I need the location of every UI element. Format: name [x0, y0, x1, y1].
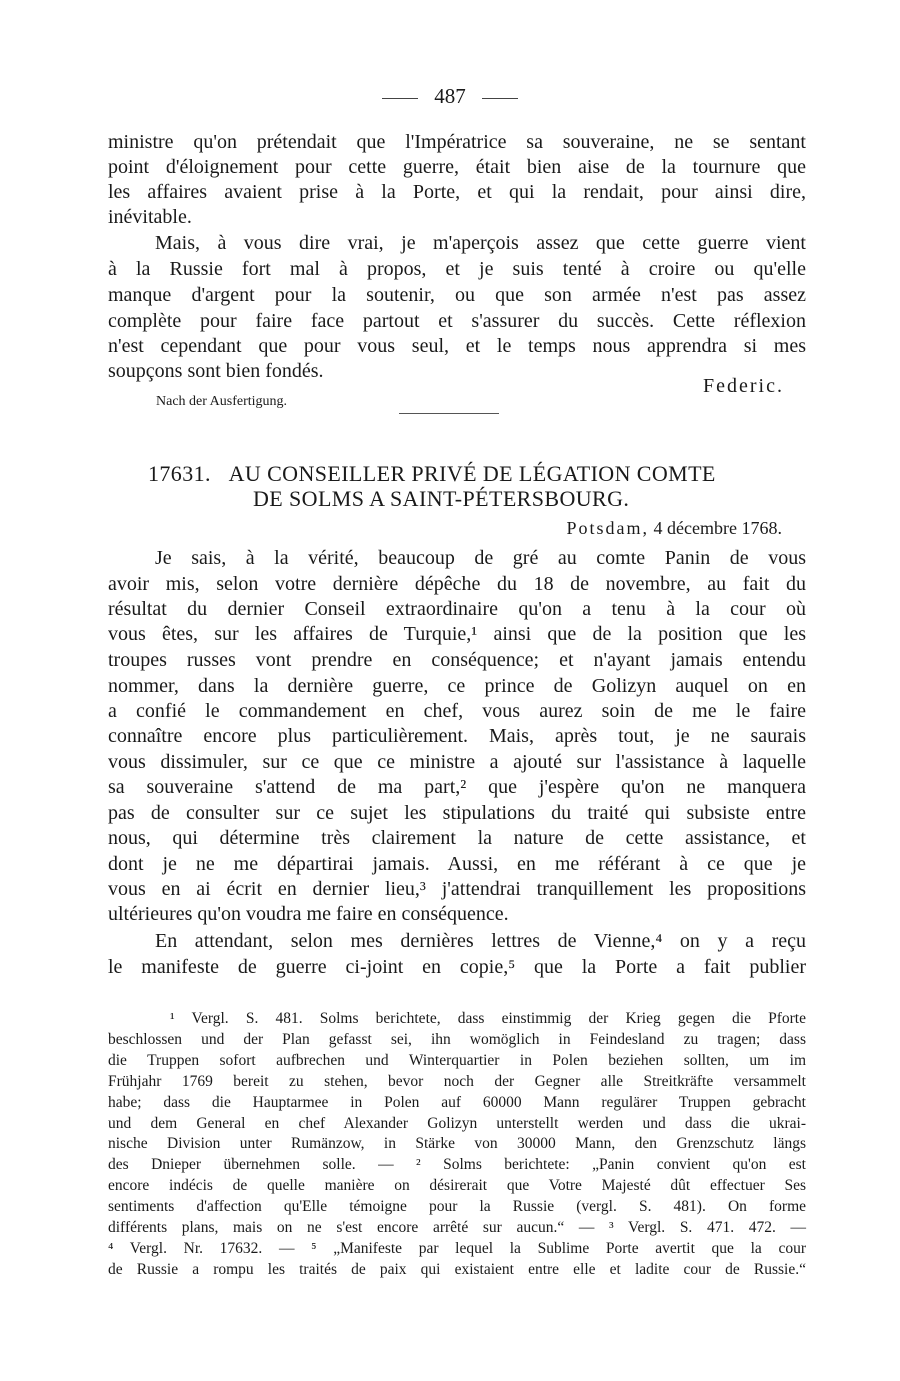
letter-title-line2: DE SOLMS A SAINT-PÉTERSBOURG.: [253, 486, 630, 511]
footnote-line: différents plans, mais on ne s'est encore arrêté sur aucun.“ — ³ Vergl. S. 471. 472. —: [108, 1219, 806, 1236]
footnote-line: und dem General en chef Alexander Golizyn unterstellt werden und dass die ukrai-: [108, 1115, 806, 1132]
letter-line: connaître encore plus particulièrement. Mais, après tout, je ne saurais: [108, 725, 806, 747]
letter-line: nous, qui détermine très clairement la nature de cette assistance, et: [108, 827, 806, 849]
footnote-line: ¹ Vergl. S. 481. Solms berichtete, dass einstimmig der Krieg gegen die Pforte: [170, 1010, 806, 1027]
page-number: 487: [434, 84, 466, 108]
letter-line: ultérieures qu'on voudra me faire en conséquence.: [108, 903, 509, 925]
letter-title-line1: AU CONSEILLER PRIVÉ DE LÉGATION COMTE: [228, 461, 716, 486]
prev-letter-line: point d'éloignement pour cette guerre, était bien aise de la tournure que: [108, 156, 806, 178]
letter-line: dont je ne me départirai jamais. Aussi, en me référant à ce que je: [108, 853, 806, 875]
footnote-line: beschlossen und der Plan gefasst sei, ihn womöglich in Feindesland zu tragen; dass: [108, 1031, 806, 1048]
letter-line: vous êtes, sur les affaires de Turquie,¹ ainsi que de la position que les: [108, 623, 806, 645]
prev-letter-line: les affaires avaient prise à la Porte, et qui la rendait, pour ainsi dire,: [108, 181, 806, 203]
footnote-line: encore indécis de quelle manière on désirerait que Votre Majesté dût effectuer Ses: [108, 1177, 806, 1194]
letter-line: vous dissimuler, sur ce que ce ministre a ajouté sur l'assistance à laquelle: [108, 751, 806, 773]
letter-line: pas de consulter sur ce sujet les stipulations du traité qui subsiste entre: [108, 802, 806, 824]
prev-letter-line: ministre qu'on prétendait que l'Impératrice sa souveraine, ne se sentant: [108, 131, 806, 153]
footnote-line: des Dnieper übernehmen solle. — ² Solms berichtete: „Panin convient qu'on est: [108, 1156, 806, 1173]
footnote-line: die Truppen sofort aufbrechen und Winterquartier in Polen beziehen sollten, um im: [108, 1052, 806, 1069]
date: 4 décembre 1768.: [653, 518, 782, 538]
letter-line: En attendant, selon mes dernières lettres de Vienne,⁴ on y a reçu: [155, 930, 806, 952]
letter-line: avoir mis, selon votre dernière dépêche du 18 de novembre, au fait du: [108, 573, 806, 595]
source-note: Nach der Ausfertigung.: [156, 394, 288, 409]
header-dash-left: [382, 98, 418, 99]
letter-line: sa souveraine s'attend de ma part,² que j'espère qu'on ne manquera: [108, 776, 806, 798]
prev-letter-line: Mais, à vous dire vrai, je m'aperçois assez que cette guerre vient: [155, 232, 806, 254]
prev-letter-line: complète pour faire face partout et s'assurer du succès. Cette réflexion: [108, 310, 806, 332]
letter-line: troupes russes vont prendre en conséquence; et n'ayant jamais entendu: [108, 649, 806, 671]
letter-line: le manifeste de guerre ci-joint en copie,⁵ que la Porte a fait publier: [108, 956, 806, 978]
header-dash-right: [482, 98, 518, 99]
separator-rule: [399, 413, 499, 414]
prev-letter-line: soupçons sont bien fondés.: [108, 360, 324, 382]
place: Potsdam,: [566, 518, 650, 538]
footnote-line: habe; dass die Hauptarmee in Polen auf 60000 Mann regulärer Truppen gebracht: [108, 1094, 806, 1111]
footnote-line: de Russie a rompu les traités de paix qui existaient entre elle et ladite cour de Russie.“: [108, 1261, 806, 1278]
letter-line: Je sais, à la vérité, beaucoup de gré au comte Panin de vous: [155, 547, 806, 569]
footnote-line: Frühjahr 1769 bereit zu stehen, bevor noch der Gegner alle Streitkräfte versammelt: [108, 1073, 806, 1090]
prev-letter-line: inévitable.: [108, 206, 192, 228]
footnote-line: nische Division unter Rumänzow, in Stärke von 30000 Mann, den Grenzschutz längs: [108, 1135, 806, 1152]
prev-letter-line: n'est cependant que pour vous seul, et le temps nous apprendra si mes: [108, 335, 806, 357]
letter-line: résultat du dernier Conseil extraordinaire qu'on a tenu à la cour où: [108, 598, 806, 620]
letter-heading-line1: [148, 460, 900, 487]
letter-number: 17631.: [148, 461, 211, 486]
prev-letter-line: manque d'argent pour la soutenir, ou que son armée n'est pas assez: [108, 284, 806, 306]
letter-line: nommer, dans la dernière guerre, ce prince de Golizyn auquel on en: [108, 675, 806, 697]
footnote-line: sentiments d'affection qu'Elle témoigne pour la Russie (vergl. S. 481). On forme: [108, 1198, 806, 1215]
dateline: [470, 516, 782, 541]
prev-letter-line: à la Russie fort mal à propos, et je suis tenté à croire ou qu'elle: [108, 258, 806, 280]
page-header: [0, 84, 900, 109]
signature: Federic.: [703, 375, 784, 397]
letter-line: a confié le commandement en chef, vous aurez soin de me le faire: [108, 700, 806, 722]
footnote-line: ⁴ Vergl. Nr. 17632. — ⁵ „Manifeste par lequel la Sublime Porte avertit que la cour: [108, 1240, 806, 1257]
letter-line: vous en ai écrit en dernier lieu,³ j'attendrai tranquillement les propositions: [108, 878, 806, 900]
